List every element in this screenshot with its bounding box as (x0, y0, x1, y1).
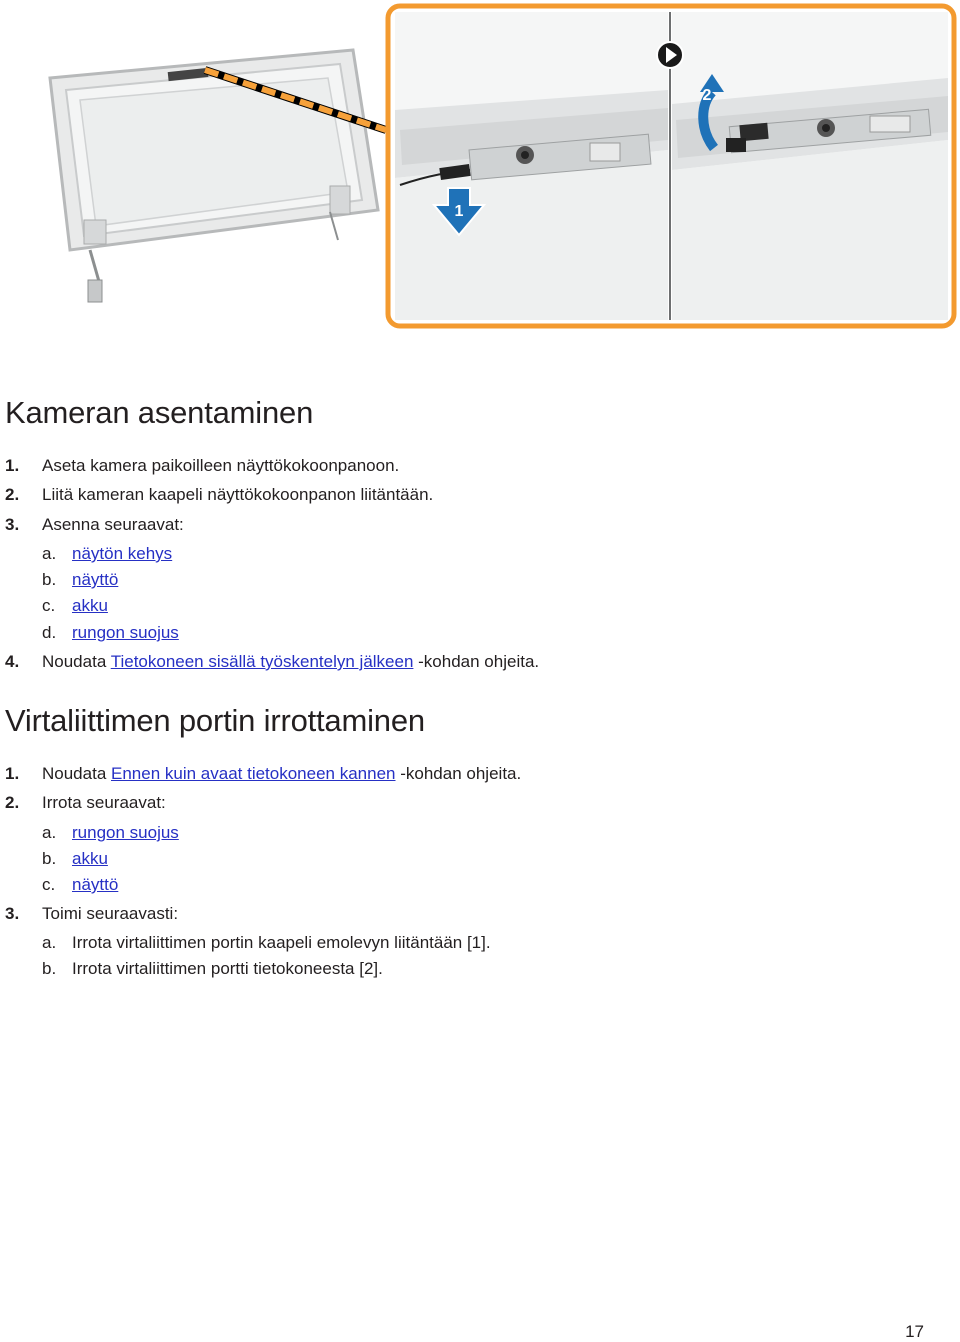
step-number: 4. (5, 652, 20, 671)
step-number: 1. (5, 764, 20, 783)
page-number: 17 (905, 1322, 924, 1341)
step-text-post: -kohdan ohjeita. (413, 652, 540, 671)
substep-letter: b. (42, 959, 57, 978)
display-assembly-overview (50, 50, 386, 302)
step-text: Aseta kamera paikoilleen näyttökokoonpanoon. (42, 456, 400, 475)
substep-text: Irrota virtaliittimen portin kaapeli emolevyn liitäntään [1]. (72, 933, 491, 952)
substep-text: Irrota virtaliittimen portti tietokoneesta [2]. (72, 959, 383, 978)
callout-2: 2 (702, 87, 712, 104)
section-heading-virtaliittimen-portin-irrottaminen: Virtaliittimen portin irrottaminen (5, 703, 425, 738)
step-text-post: -kohdan ohjeita. (395, 764, 522, 783)
substep-letter: b. (42, 849, 57, 868)
link-ennen-kuin-avaat-tietokoneen-kannen[interactable]: Ennen kuin avaat tietokoneen kannen (111, 764, 396, 783)
step-text: Asenna seuraavat: (42, 515, 184, 534)
substep-letter: c. (42, 596, 56, 615)
link-naytto[interactable]: näyttö (72, 875, 119, 894)
link-rungon-suojus[interactable]: rungon suojus (72, 823, 179, 842)
camera-removal-illustration (0, 0, 960, 340)
step-text: Irrota seuraavat: (42, 793, 166, 812)
link-rungon-suojus[interactable]: rungon suojus (72, 623, 179, 642)
step-text: Toimi seuraavasti: (42, 904, 179, 923)
step-text (42, 652, 539, 672)
step-number: 2. (5, 793, 20, 812)
step-text-pre: Noudata (42, 764, 111, 783)
step-number: 2. (5, 485, 20, 504)
substep-letter: b. (42, 570, 57, 589)
section-heading-kameran-asentaminen: Kameran asentaminen (5, 395, 314, 430)
step-text (42, 764, 521, 784)
zoom-detail-panel (388, 6, 954, 326)
substep-letter: a. (42, 544, 57, 563)
substep-letter: d. (42, 623, 57, 642)
step-number: 1. (5, 456, 20, 475)
step-text-pre: Noudata (42, 652, 111, 671)
substep-letter: a. (42, 933, 57, 952)
step-text: Liitä kameran kaapeli näyttökokoonpanon liitäntään. (42, 485, 434, 504)
callout-1: 1 (454, 203, 464, 220)
step-number: 3. (5, 515, 20, 534)
link-naytön-kehys[interactable]: näytön kehys (72, 544, 173, 563)
link-tietokoneen-sisalla-tyoskentelyn-jalkeen[interactable]: Tietokoneen sisällä työskentelyn jälkeen (110, 652, 414, 671)
substep-letter: c. (42, 875, 56, 894)
substep-letter: a. (42, 823, 57, 842)
step-number: 3. (5, 904, 20, 923)
illustration-svg (0, 0, 960, 340)
link-naytto[interactable]: näyttö (72, 570, 119, 589)
link-akku[interactable]: akku (72, 849, 108, 868)
link-akku[interactable]: akku (72, 596, 108, 615)
